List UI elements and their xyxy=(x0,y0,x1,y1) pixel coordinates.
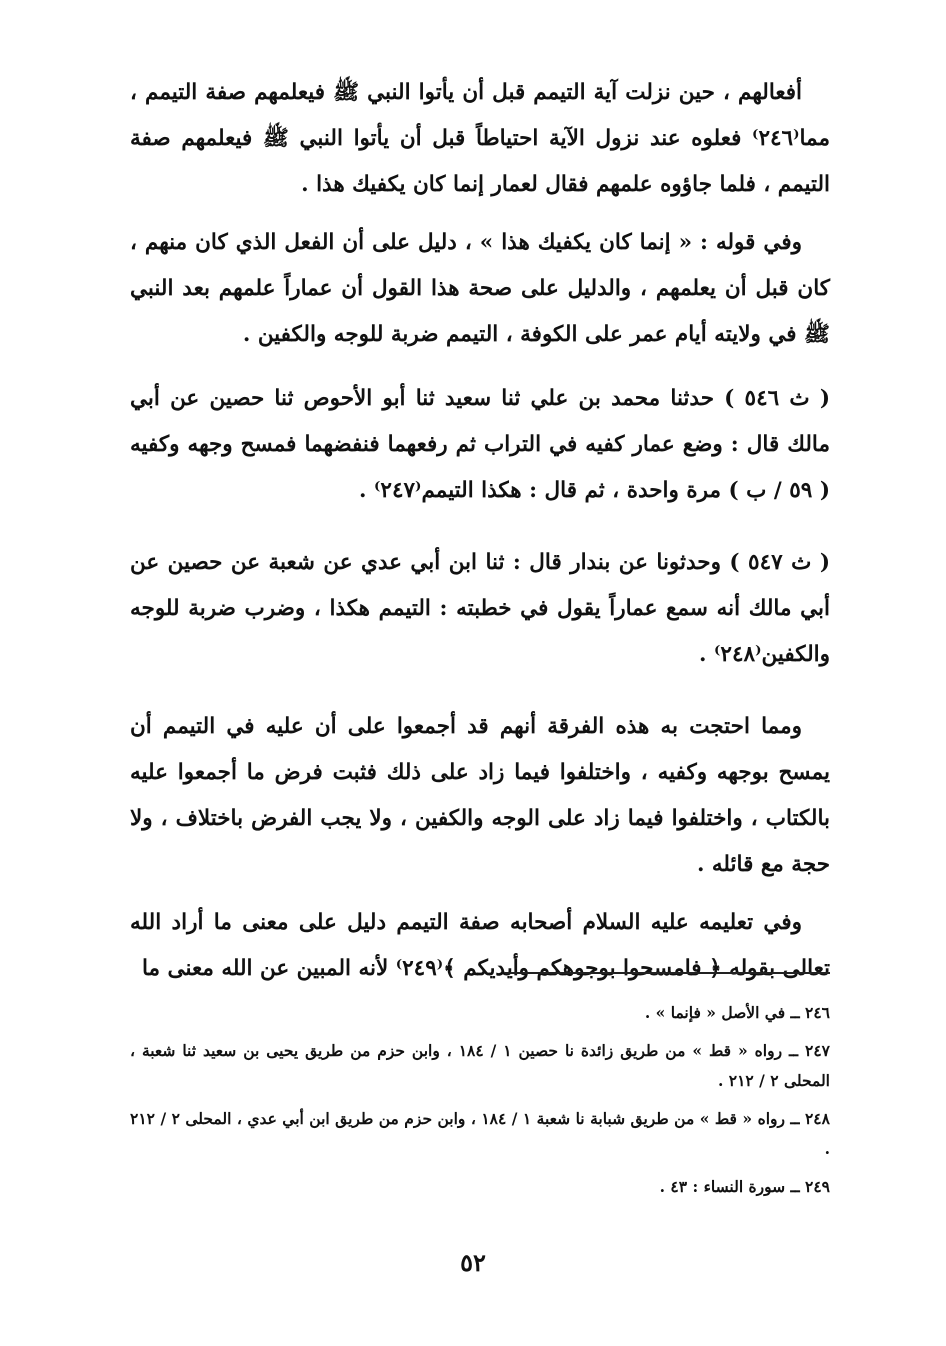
paragraph-2: وفي قوله : « إنما كان يكفيك هذا » ، دليل على أن الفعل الذي كان منهم ، كان قبل أن يعلمهم ، والدليل على صحة هذا القول أن عماراً علمهم بعد النبي ﷺ في ولايته أيام عمر على الكوفة ، التيمم ضربة للوجه والكفين . xyxy=(130,230,830,347)
footnote-246: ٢٤٦ ــ في الأصل « فإنما » . xyxy=(644,1003,830,1022)
page-number: ٥٢ xyxy=(460,1248,486,1277)
hadith-546: ( ث ٥٤٦ ) حدثنا محمد بن علي ثنا سعيد ثنا أبو الأحوص ثنا حصين عن أبي مالك قال : وضع عمار كفيه في التراب ثم رفعهما فنفضهما فمسح وجهه وكفيه ( ٥٩ / ب ) مرة واحدة ، ثم قال : هكذا التيمم⁽٢٤٧⁾ . xyxy=(130,386,830,503)
footnote-separator xyxy=(505,972,830,974)
main-text xyxy=(130,70,830,1010)
footnote-249: ٢٤٩ ــ سورة النساء : ٤٣ . xyxy=(659,1177,830,1196)
paragraph-6: وفي تعليمه عليه السلام أصحابه صفة التيمم دليل على معنى ما أراد الله تعالى بقوله ﴿ فامسحوا بوجوهكم وأيديكم ﴾⁽٢٤٩⁾ لأنه المبين عن الله معنى ما xyxy=(130,910,830,981)
footnote-248: ٢٤٨ ــ رواه « قط » من طريق شبابة نا شعبة ١ / ١٨٤ ، وابن حزم من طريق ابن أبي عدي ، المحلى ٢ / ٢١٢ . xyxy=(130,1109,830,1158)
footnotes xyxy=(130,998,830,1210)
paragraph-5: ومما احتجت به هذه الفرقة أنهم قد أجمعوا على أن عليه في التيمم أن يمسح بوجهه وكفيه ، واختلفوا فيما زاد على ذلك فثبت فرض ما أجمعوا عليه بالكتاب ، واختلفوا فيما زاد على الوجه والكفين ، ولا يجب الفرض باختلاف ، ولا حجة مع قائله . xyxy=(130,714,830,877)
footnote-247: ٢٤٧ ــ رواه « قط » من طريق زائدة نا حصين ١ / ١٨٤ ، وابن حزم من طريق يحيى بن سعيد ثنا شعبة ، المحلى ٢ / ٢١٢ . xyxy=(130,1041,830,1090)
paragraph-1: أفعالهم ، حين نزلت آية التيمم قبل أن يأتوا النبي ﷺ فيعلمهم صفة التيمم ، مما⁽٢٤٦⁾ فعلوه عند نزول الآية احتياطاً قبل أن يأتوا النبي ﷺ فيعلمهم صفة التيمم ، فلما جاؤوه علمهم فقال لعمار إنما كان يكفيك هذا . xyxy=(130,80,830,197)
hadith-547: ( ث ٥٤٧ ) وحدثونا عن بندار قال : ثنا ابن أبي عدي عن شعبة عن حصين عن أبي مالك أنه سمع عماراً يقول في خطبته : التيمم هكذا ، وضرب ضربة للوجه والكفين⁽٢٤٨⁾ . xyxy=(130,550,831,667)
